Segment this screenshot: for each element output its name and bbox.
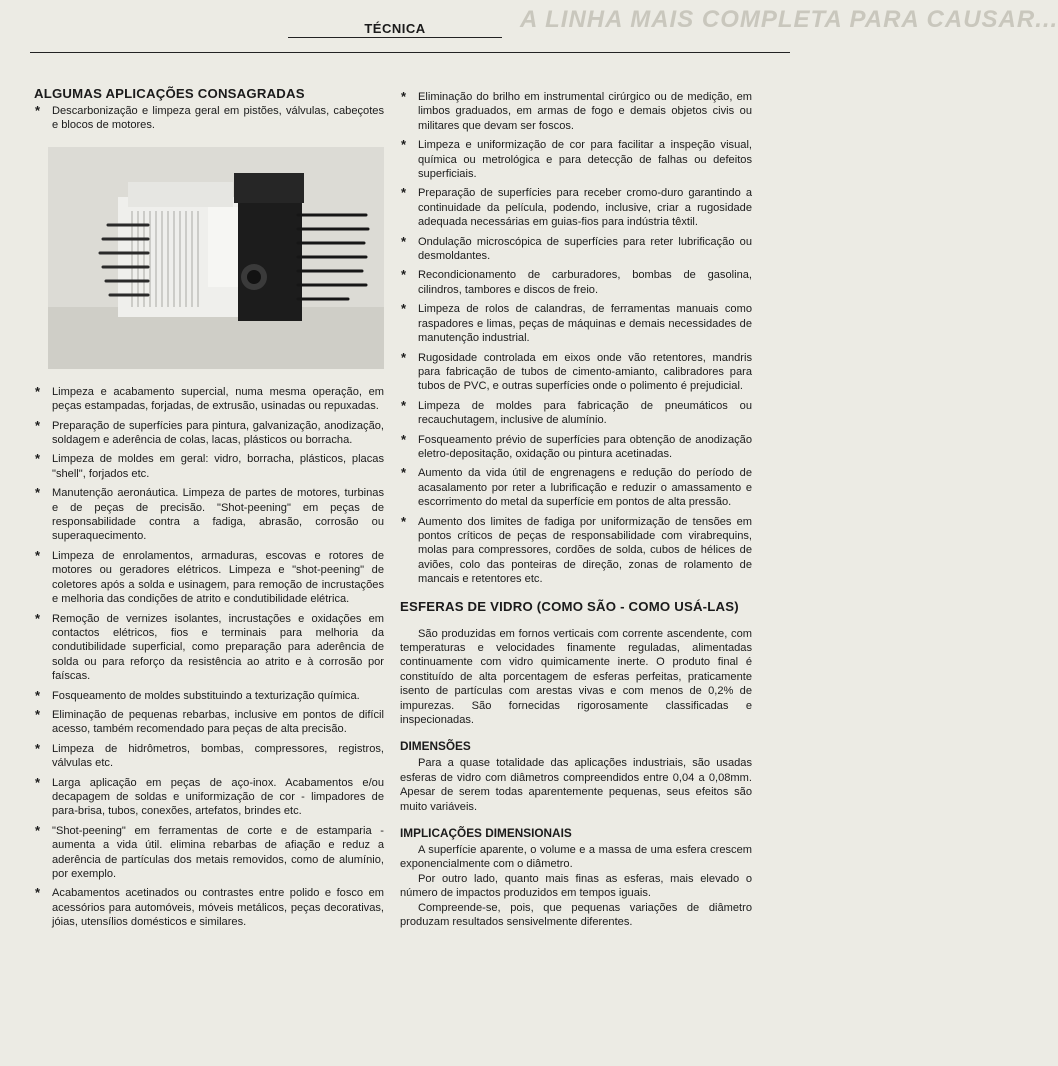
list-item: * Aumento dos limites de fadiga por uniformização de tensões em pontos críticos de peças de responsabilidade com virabrequins, molas para compressores, cordões de solda, cubos de hélices de aviões, colo das ponteiras de direção, zonas de rolamento de mancais e retentores etc.: [400, 515, 752, 587]
list-item: * Rugosidade controlada em eixos onde vão retentores, mandris para fabricação de tubos de cimento-amianto, calibradores para tubos de PVC, e outras superfícies onde o polimento é prejudicial.: [400, 351, 752, 394]
section-title: TÉCNICA: [364, 21, 426, 36]
list-item: * Ondulação microscópica de superfícies para reter lubrificação ou desmoldantes.: [400, 235, 752, 264]
dimensoes-paragraph: Para a quase totalidade das aplicações industriais, são usadas esferas de vidro com diâmetros compreendidos entre 0,04 a 0,08mm. Apesar de serem todas aparentemente pequenas, seus efeitos são muito variáveis.: [400, 757, 752, 813]
list-item: * Limpeza de moldes para fabricação de pneumáticos ou recauchutagem, inclusive de alumínio.: [400, 399, 752, 428]
applications-list-right: [400, 90, 752, 587]
list-item: * Limpeza de moldes em geral: vidro, borracha, plásticos, placas "shell", forjados etc.: [34, 452, 384, 481]
engine-photo: [48, 147, 384, 369]
list-item: * "Shot-peening" em ferramentas de corte e de estamparia - aumenta a vida útil. elimina rebarbas de afiação e reduz a aderência de partículas dos metais removidos, como de alumínio, por exemplo.: [34, 824, 384, 882]
list-item: * Limpeza de enrolamentos, armaduras, escovas e rotores de motores ou geradores elétricos. Limpeza e "shot-peening" de coletores após a solda e usinagem, para remoção de incrustações e melhoria das condições de atrito e condutibilidade elétrica.: [34, 549, 384, 607]
list-item: * Fosqueamento prévio de superfícies para obtenção de anodização eletro-depositação, oxidação ou pintura acetinadas.: [400, 433, 752, 462]
dimensoes-heading: DIMENSÕES: [400, 739, 471, 754]
list-item: * Eliminação do brilho em instrumental cirúrgico ou de medição, em limbos graduados, em armas de fogo e demais objetos civis ou militares que devam ser foscos.: [400, 90, 752, 133]
section-title-underline: [288, 37, 502, 38]
left-column: [34, 86, 384, 935]
list-item: * Descarbonização e limpeza geral em pistões, válvulas, cabeçotes e blocos de motores.: [34, 104, 384, 133]
list-item: * Limpeza e uniformização de cor para facilitar a inspeção visual, química ou metrológica e para detecção de falhas ou defeitos superficiais.: [400, 138, 752, 181]
list-item: * Fosqueamento de moldes substituindo a texturização química.: [34, 689, 384, 703]
list-item: * Preparação de superfícies para pintura, galvanização, anodização, soldagem e aderência de colas, lacas, plásticos ou borracha.: [34, 419, 384, 448]
list-item: * Eliminação de pequenas rebarbas, inclusive em pontos de difícil acesso, também recomendado para peças de alta precisão.: [34, 708, 384, 737]
right-column: [400, 90, 752, 930]
list-item: * Preparação de superfícies para receber cromo-duro garantindo a continuidade da película, podendo, inclusive, criar a rugosidade adequada necessárias em guias-fios para indústria têxtil.: [400, 186, 752, 229]
intro-list: [34, 104, 384, 133]
list-item: * Manutenção aeronáutica. Limpeza de partes de motores, turbinas e de peças de precisão. "Shot-peening" em peças de responsabilidade contra a fadiga, abrasão, corrosão ou superaquecimento.: [34, 486, 384, 544]
list-item: * Larga aplicação em peças de aço-inox. Acabamentos e/ou decapagem de soldas e uniformização de cor - limpadores de para-brisa, tubos, conexões, artefatos, brindes etc.: [34, 776, 384, 819]
list-item: * Limpeza e acabamento supercial, numa mesma operação, em peças estampadas, forjadas, de extrusão, usinadas ou repuxadas.: [34, 385, 384, 414]
background-banner-text: A LINHA MAIS COMPLETA PARA CAUSAR...: [520, 6, 1058, 33]
list-item: * Limpeza de hidrômetros, bombas, compressores, registros, válvulas etc.: [34, 742, 384, 771]
applications-heading: ALGUMAS APLICAÇÕES CONSAGRADAS: [34, 86, 305, 101]
implicacoes-paragraph-2: Por outro lado, quanto mais finas as esferas, mais elevado o número de impactos produzidos em tempos iguais.: [400, 872, 752, 900]
list-item: * Remoção de vernizes isolantes, incrustações e oxidações em contactos elétricos, fios e terminais para melhoria da condutibilidade superficial, como preparação para aderência de solda ou para reforço da resistência ao atrito e à corrosão por faíscas.: [34, 612, 384, 684]
list-item: * Acabamentos acetinados ou contrastes entre polido e fosco em acessórios para automóveis, móveis metálicos, peças decorativas, jóias, utensílios domésticos e similares.: [34, 886, 384, 929]
applications-list-left: [34, 385, 384, 930]
implicacoes-paragraph-3: Compreende-se, pois, que pequenas variações de diâmetro produzam resultados sensivelmente diferentes.: [400, 901, 752, 929]
implicacoes-heading: IMPLICAÇÕES DIMENSIONAIS: [400, 826, 572, 841]
list-item: * Limpeza de rolos de calandras, de ferramentas manuais como raspadores e limas, peças de máquinas e demais necessidades de manutenção industrial.: [400, 302, 752, 345]
implicacoes-paragraph-1: A superfície aparente, o volume e a massa de uma esfera crescem exponencialmente com o diâmetro.: [400, 844, 752, 871]
list-item: * Recondicionamento de carburadores, bombas de gasolina, cilindros, tambores e discos de freio.: [400, 268, 752, 297]
esferas-paragraph: São produzidas em fornos verticais com corrente ascendente, com temperaturas e velocidades finamente reguladas, alimentadas continuamente com vidro quimicamente inerte. O produto final é constituído de alta porcentagem de esferas perfeitas, praticamente isento de partículas com arestas vivas e com menos de 0,2% de impurezas. São fornecidas rigorosamente classificadas e inspecionadas.: [400, 627, 752, 727]
list-item: * Aumento da vida útil de engrenagens e redução do período de acasalamento por reter a lubrificação e reduzir o amassamento e escorrimento do metal da superfície em pontos de alta pressão.: [400, 466, 752, 509]
esferas-heading: ESFERAS DE VIDRO (COMO SÃO - COMO USÁ-LAS): [400, 598, 739, 614]
header-rule: [30, 52, 790, 53]
